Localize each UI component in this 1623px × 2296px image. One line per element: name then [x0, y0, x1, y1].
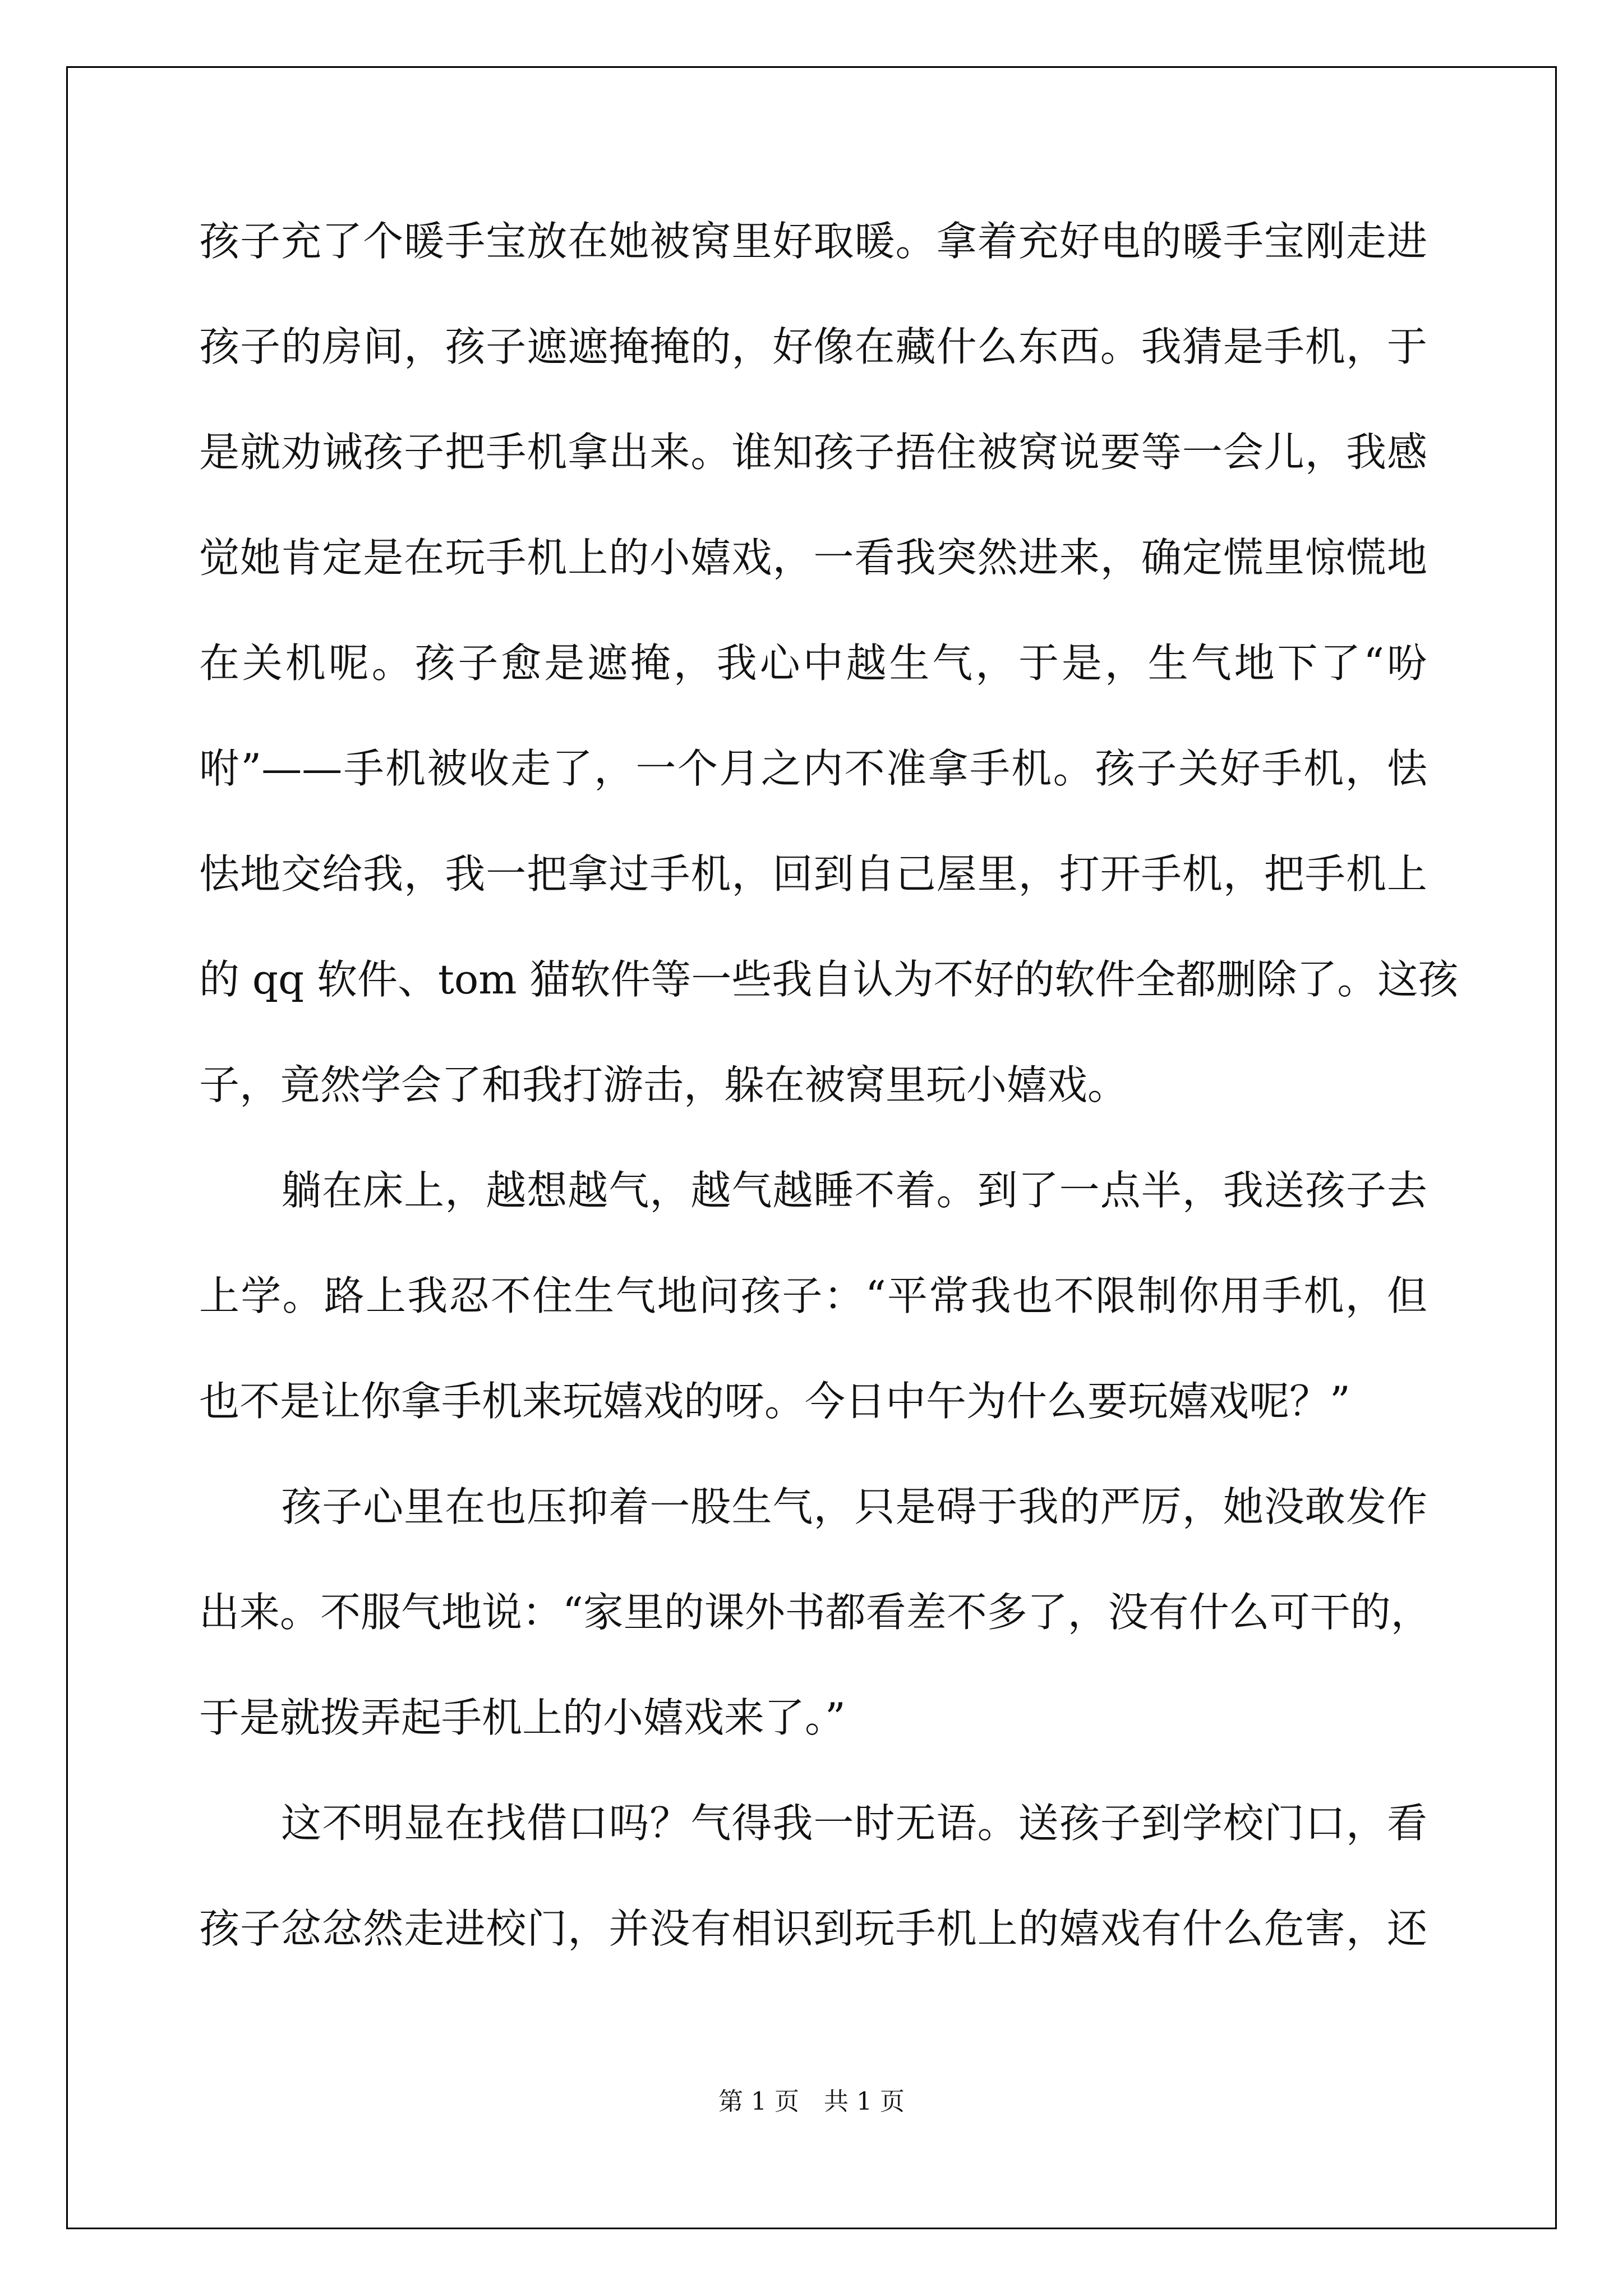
text-line: 也不是让你拿手机来玩嬉戏的呀。今日中午为什么要玩嬉戏呢？”	[199, 1378, 1350, 1425]
text-line: 孩子忿忿然走进校门，并没有相识到玩手机上的嬉戏有什么危害，还	[199, 1905, 1427, 1952]
text-line: 上学。路上我忍不住生气地问孩子：“平常我也不限制你用手机，但	[199, 1272, 1427, 1319]
text-line: 孩子的房间，孩子遮遮掩掩的，好像在藏什么东西。我猜是手机，于	[199, 323, 1427, 370]
text-line: 于是就拨弄起手机上的小嬉戏来了。”	[199, 1694, 846, 1741]
text-line: 孩子心里在也压抑着一股生气，只是碍于我的严厉，她没敢发作	[199, 1483, 1427, 1530]
text-line: 的 qq 软件、tom 猫软件等一些我自认为不好的软件全都删除了。这孩	[199, 956, 1459, 1003]
text-line: 孩子充了个暖手宝放在她被窝里好取暖。拿着充好电的暖手宝刚走进	[199, 218, 1427, 265]
text-line: 觉她肯定是在玩手机上的小嬉戏，一看我突然进来，确定慌里惊慌地	[199, 534, 1427, 581]
text-line: 这不明显在找借口吗？气得我一时无语。送孩子到学校门口，看	[199, 1800, 1427, 1847]
text-line: 出来。不服气地说：“家里的课外书都看差不多了，没有什么可干的，	[199, 1589, 1431, 1636]
document-body	[199, 210, 1459, 2003]
text-line: 在关机呢。孩子愈是遮掩，我心中越生气，于是，生气地下了“吩	[199, 639, 1427, 687]
text-line: 咐”——手机被收走了，一个月之内不准拿手机。孩子关好手机，怯	[199, 745, 1427, 792]
text-line: 怯地交给我，我一把拿过手机，回到自己屋里，打开手机，把手机上	[199, 850, 1427, 898]
text-line: 躺在床上，越想越气，越气越睡不着。到了一点半，我送孩子去	[199, 1167, 1427, 1214]
page-footer: 第 1 页 共 1 页	[718, 2087, 905, 2116]
text-line: 是就劝诫孩子把手机拿出来。谁知孩子捂住被窝说要等一会儿，我感	[199, 429, 1427, 476]
text-line: 子，竟然学会了和我打游击，躲在被窝里玩小嬉戏。	[199, 1061, 1128, 1108]
